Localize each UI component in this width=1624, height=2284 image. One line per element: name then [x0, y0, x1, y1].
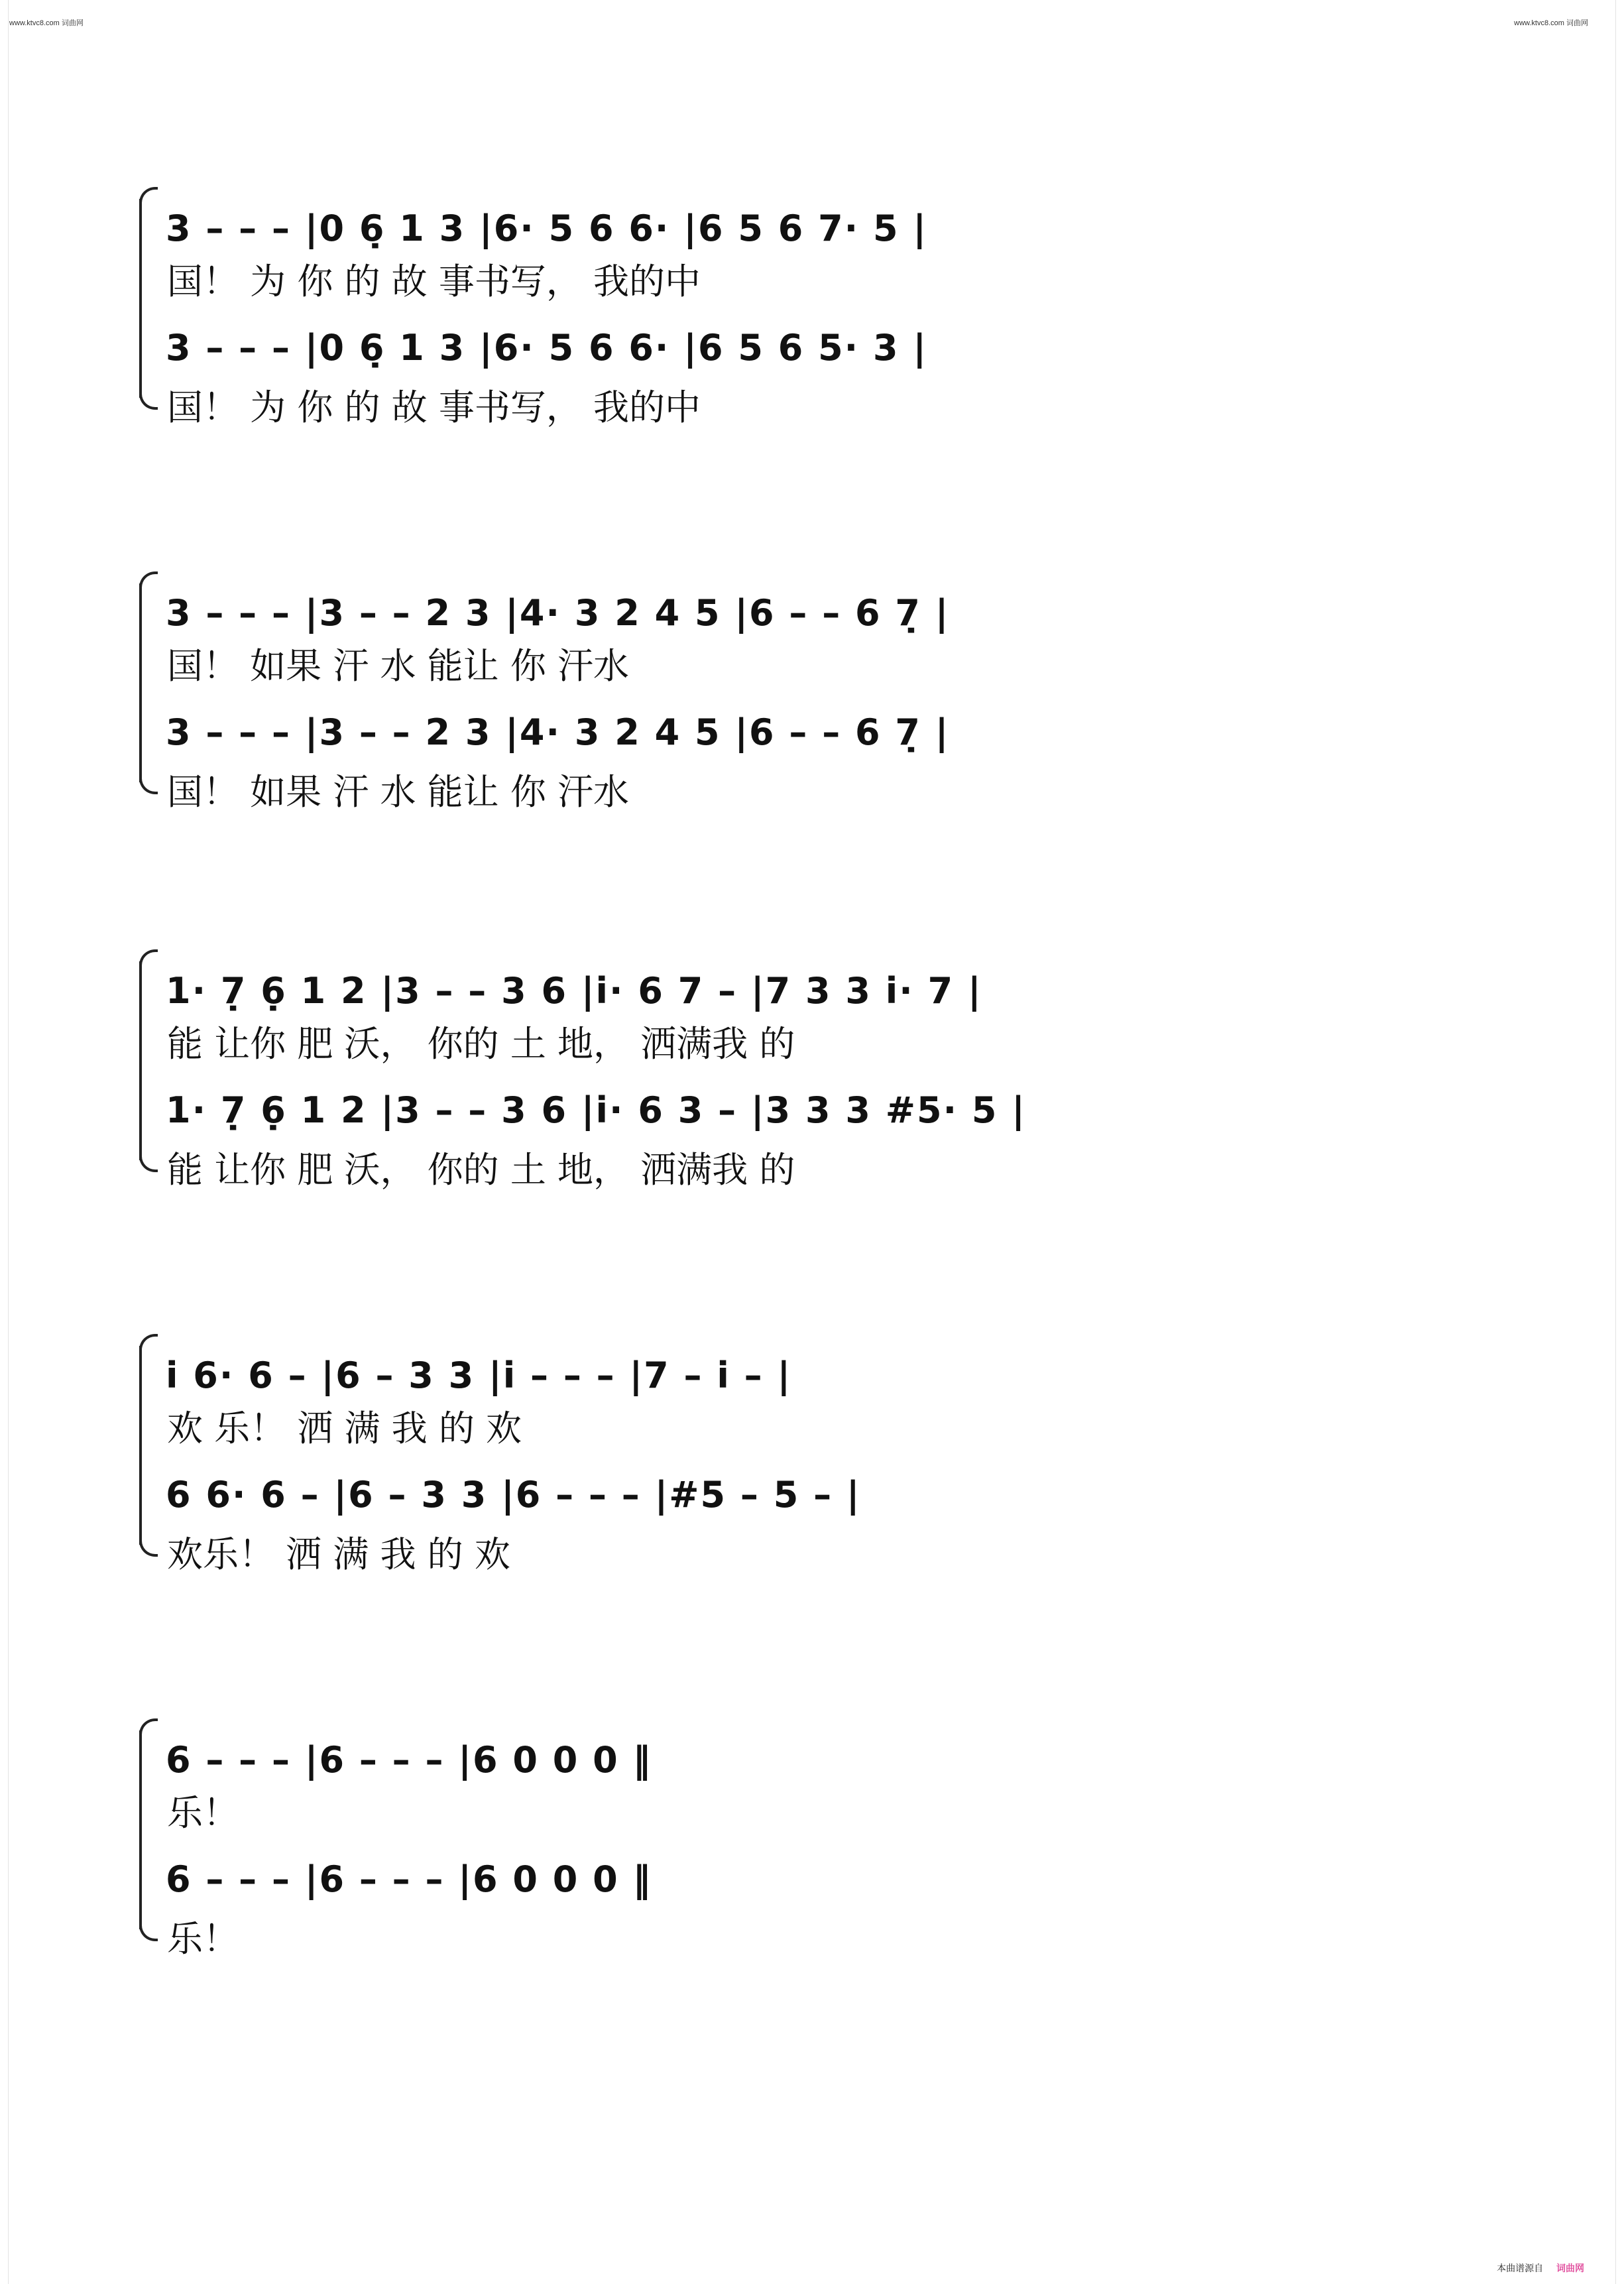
lyric-line-top: 国！ 如果 汗 水 能让 你 汗水	[167, 645, 629, 687]
notes-line-top: 6 – – – |6 – – – |6 0 0 0 ‖	[166, 1739, 652, 1781]
right-border	[1615, 0, 1624, 2284]
header-left-text: www.ktvc8.com 词曲网	[9, 19, 84, 27]
notes-line-bottom: 3 – – – |3 – – 2 3 |4· 3 2 4 5 |6 – – 6 7̣ |	[166, 711, 950, 753]
lyric-line-bottom: 国！ 为 你 的 故 事书写， 我的中	[167, 387, 701, 428]
lyric-line-bottom: 欢乐！ 洒 满 我 的 欢	[167, 1533, 510, 1575]
lyric-line-top: 乐！	[167, 1792, 239, 1834]
score-system-5	[139, 1724, 1498, 1960]
page-footer	[1497, 2261, 1584, 2275]
page-header	[9, 9, 1615, 36]
system-bracket	[139, 1346, 154, 1545]
system-bracket	[139, 583, 154, 782]
lyric-line-top: 欢 乐！ 洒 满 我 的 欢	[167, 1408, 522, 1449]
notes-line-bottom: 6 6· 6 – |6 – 3 3 |6 – – – |#5 – 5 – |	[166, 1474, 861, 1516]
notes-line-top: 3 – – – |3 – – 2 3 |4· 3 2 4 5 |6 – – 6 7̣ |	[166, 592, 950, 634]
score-system-2	[139, 577, 1498, 813]
score-system-4	[139, 1339, 1498, 1575]
notes-line-bottom: 1· 7̣ 6̣ 1 2 |3 – – 3 6 |i· 6 3 – |3 3 3 #5· 5 |	[166, 1089, 1026, 1131]
footer-text: 本曲谱源自	[1497, 2263, 1544, 2273]
system-bracket	[139, 961, 154, 1160]
lyric-line-bottom: 乐！	[167, 1918, 239, 1960]
lyric-line-bottom: 国！ 如果 汗 水 能让 你 汗水	[167, 771, 629, 813]
score-system-3	[139, 955, 1498, 1191]
notes-line-top: 1· 7̣ 6̣ 1 2 |3 – – 3 6 |i· 6 7 – |7 3 3 i· 7 |	[166, 970, 982, 1012]
system-bracket	[139, 1730, 154, 1929]
notes-line-top: 3 – – – |0 6̣ 1 3 |6· 5 6 6· |6 5 6 7· 5 |	[166, 208, 928, 249]
system-bracket	[139, 199, 154, 398]
score-system-1	[139, 192, 1498, 428]
notes-line-bottom: 6 – – – |6 – – – |6 0 0 0 ‖	[166, 1858, 652, 1900]
left-border	[0, 0, 9, 2284]
notes-line-bottom: 3 – – – |0 6̣ 1 3 |6· 5 6 6· |6 5 6 5· 3 |	[166, 327, 928, 369]
lyric-line-bottom: 能 让你 肥 沃， 你的 土 地， 洒满我 的	[167, 1149, 795, 1191]
lyric-line-top: 能 让你 肥 沃， 你的 土 地， 洒满我 的	[167, 1023, 795, 1065]
footer-brand-link[interactable]: 词曲网	[1556, 2263, 1584, 2273]
header-right-text: www.ktvc8.com 词曲网	[1514, 19, 1588, 27]
lyric-line-top: 国！ 为 你 的 故 事书写， 我的中	[167, 261, 701, 302]
notes-line-top: i 6· 6 – |6 – 3 3 |i – – – |7 – i – |	[166, 1354, 792, 1396]
